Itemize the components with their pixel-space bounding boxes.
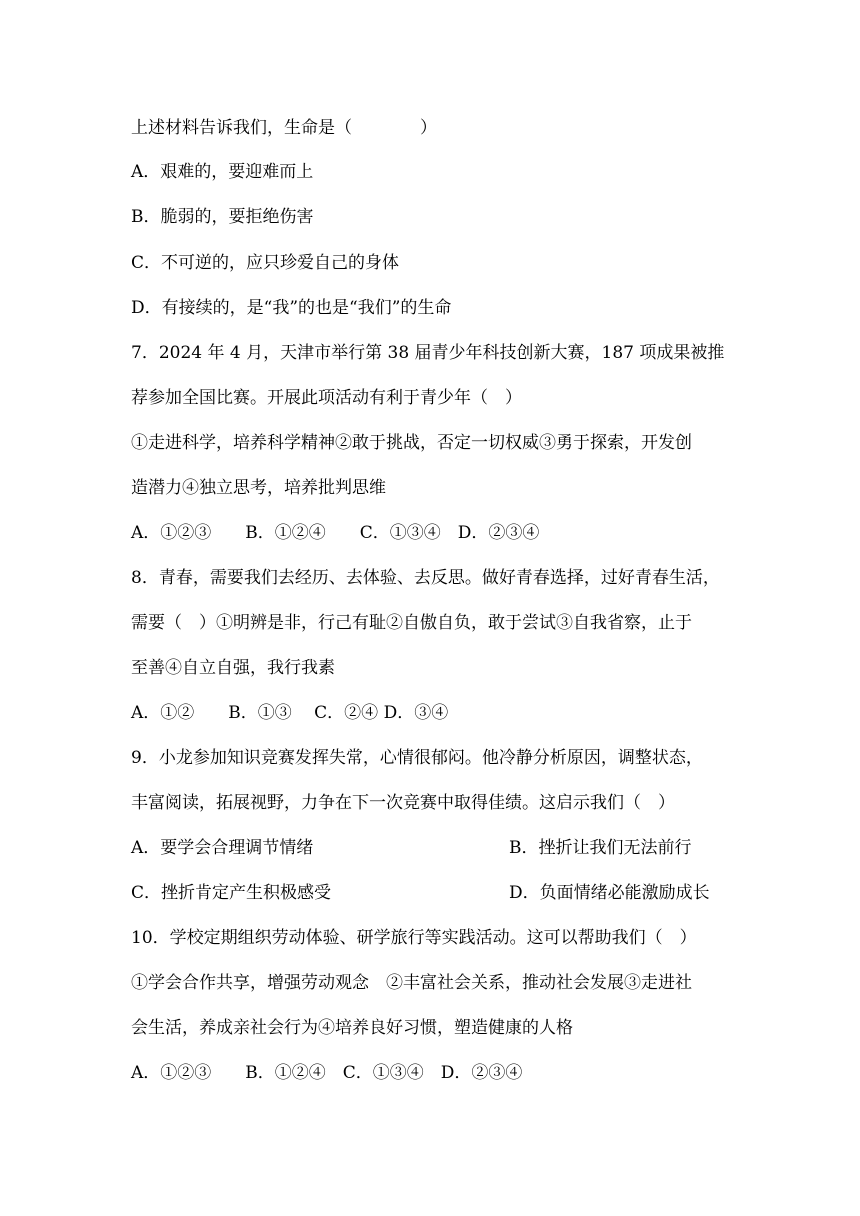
question-10-stem: 10．学校定期组织劳动体验、研学旅行等实践活动。这可以帮助我们（ ） bbox=[131, 928, 697, 948]
question-7-options: A．①②③ B．①②④ C．①③④ D．②③④ bbox=[131, 523, 540, 543]
question-10-items-line-2: 会生活，养成亲社会行为④培养良好习惯，塑造健康的人格 bbox=[131, 1018, 573, 1038]
question-9-option-b: B．挫折让我们无法前行 bbox=[509, 838, 692, 858]
question-6-option-b: B．脆弱的，要拒绝伤害 bbox=[131, 207, 314, 227]
question-9-option-c: C．挫折肯定产生积极感受 bbox=[131, 883, 332, 903]
question-10-options: A．①②③ B．①②④ C．①③④ D．②③④ bbox=[131, 1063, 523, 1083]
question-8-stem-line-1: 8．青春，需要我们去经历、去体验、去反思。做好青春选择，过好青春生活， bbox=[131, 568, 720, 588]
question-6-option-c: C．不可逆的，应只珍爱自己的身体 bbox=[131, 253, 400, 273]
question-8-stem-line-3: 至善④自立自强，我行我素 bbox=[131, 658, 335, 678]
question-7-items-line-2: 造潜力④独立思考，培养批判思维 bbox=[131, 478, 386, 498]
question-9-stem-line-2: 丰富阅读，拓展视野，力争在下一次竞赛中取得佳绩。这启示我们（ ） bbox=[131, 793, 675, 813]
question-7-items-line-1: ①走进科学，培养科学精神②敢于挑战，否定一切权威③勇于探索，开发创 bbox=[131, 433, 692, 453]
question-10-items-line-1: ①学会合作共享，增强劳动观念 ②丰富社会关系，推动社会发展③走进社 bbox=[131, 973, 692, 993]
question-9-stem-line-1: 9．小龙参加知识竞赛发挥失常，心情很郁闷。他冷静分析原因，调整状态， bbox=[131, 748, 703, 768]
question-9-option-d: D．负面情绪必能激励成长 bbox=[509, 883, 710, 903]
question-6-option-a: A．艰难的，要迎难而上 bbox=[131, 162, 314, 182]
question-8-options: A．①② B．①③ C．②④ D．③④ bbox=[131, 703, 449, 723]
question-6-stem: 上述材料告诉我们，生命是（ ） bbox=[131, 118, 437, 138]
question-6-option-d: D．有接续的，是“我”的也是“我们”的生命 bbox=[131, 298, 452, 318]
question-8-stem-line-2: 需要（ ）①明辨是非，行己有耻②自傲自负，敢于尝试③自我省察，止于 bbox=[131, 613, 692, 633]
question-7-stem-line-2: 荐参加全国比赛。开展此项活动有利于青少年（ ） bbox=[131, 388, 522, 408]
question-9-option-a: A．要学会合理调节情绪 bbox=[131, 838, 314, 858]
question-7-stem-line-1: 7．2024 年 4 月，天津市举行第 38 届青少年科技创新大赛，187 项成果被推 bbox=[131, 343, 725, 363]
